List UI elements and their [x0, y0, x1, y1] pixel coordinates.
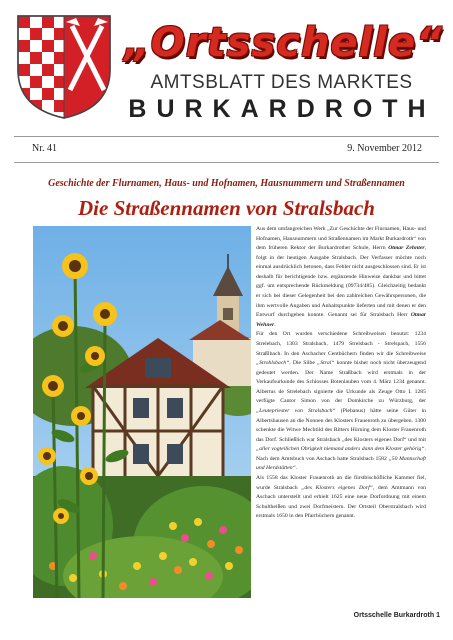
text-run: „Strohlsbach“ — [256, 360, 290, 367]
text-run: von dem früheren Rektor der Burkardrother Schule, Herrn — [256, 235, 426, 252]
article-paragraph — [256, 474, 426, 522]
text-run: , dem Amtmann von Aschach unterstellt und erhielt 1625 eine neue Dorfordnung mit einem Schultheißen und zwei Dorfmeistern. Der Ortsteil Oberstralsbach wird erstmals 1650 in den Pfarrbüchern genannt. — [256, 484, 427, 520]
text-run: . Nach dem Amtsbuch von Aschach hatte Stralsbach 1582 — [256, 446, 426, 462]
text-run: „50 Mannschaft und Herdstätten“ — [256, 455, 426, 472]
bottom-rule — [14, 162, 439, 163]
newsletter-title: „Ortsschelle“ — [124, 20, 443, 66]
text-run: Aus dem umfangreichen Werk — [256, 226, 328, 232]
informant-name: Otmar Wehner — [256, 312, 426, 328]
masthead — [0, 0, 453, 128]
article-body — [256, 225, 426, 600]
issue-line — [32, 142, 422, 156]
coat-of-arms-icon — [14, 12, 114, 122]
issue-number: Nr. 41 — [32, 143, 57, 154]
text-run: . — [274, 321, 276, 328]
page-footer: Ortsschelle Burkardroth 1 — [353, 612, 440, 619]
text-run: „aller vogteilichen Obrigkeit niemand anders dann dem Kloster gehörig“ — [256, 446, 425, 453]
text-run: „Stral“ — [317, 360, 335, 367]
text-run: „Zur Geschichte der Flurnamen, Haus- und Hofnamen, Hausnummern und Straßennamen im Markt Burkardroth“ — [256, 226, 426, 242]
text-run: konnte bisher noch nicht überzeugend gedeutet werden. Der Name Straßbach wird erstmals in der Verkaufsurkunde des Schlosses Botenlauben vom 4. März 1234 genannt. Albertus de Strelebach signierte die Urkunde als Zeuge Otto I. 1285 verfügte Cantor Simon von der Domkirche zu Würzburg, der — [256, 360, 426, 405]
text-run: „des Klosters eigenes Dorf“ — [301, 484, 373, 491]
article-paragraph — [256, 225, 426, 330]
text-run: . — [295, 465, 298, 472]
author-name: Otmar Zehnter — [388, 245, 425, 252]
top-rule — [14, 136, 439, 137]
text-run: „Leutepriester von Stralsbach“ — [256, 407, 336, 414]
text-run: . Die Silbe — [289, 360, 318, 367]
text-run: Für den Ort wurden verschiedene Schreibweisen benutzt: 1234 Strelebach, 1303 Stralsbach, 1479 Strelsbach - Strelspach, 1556 Straßlbach. In den Aschacher Centbüchern finden wir die Schreibweise — [256, 331, 426, 357]
text-run: , folgt in der heutigen Ausgabe Stralsbach. Der Verfasser möchte noch einmal ausdrücklich betonen, dass Fehler nicht ausgeschlossen sind. Er ist deshalb für berichtigende bzw. ergänzende Hinweise dankbar und bittet ggf. um entsprechende Rückmeldung (09734/485). Gleichzeitig bedankt er sich bei dieser Gelegenheit bei den zahlreichen Gewährspersonen, die ihm wertvolle Angaben und Anhaltspunkte lieferten und mit denen er den Entwurf durchgehen konnte. Genannt sei für Stralsbach Herr — [256, 245, 426, 319]
masthead-town: BURKARDROTH — [128, 95, 436, 123]
village-photo — [33, 226, 251, 598]
text-run: Als 1558 das Kloster Frauenroth an die fürstbischöfliche Kammer fiel, wurde Stralsbach — [256, 475, 426, 491]
article-headline: Die Straßennamen von Stralsbach — [78, 196, 375, 220]
issue-date: 9. November 2012 — [347, 143, 422, 154]
text-run: (Plebanus) hätte seine Güter in Albertshausen an die Nonnen des Klosters Frauenroth zu übergeben. 1300 schenkte die Witwe Mechtild des Ritters Hürning dem Kloster Frauenroth das Dorf. Schließlich war Stralsbach „des Klosters eigenes Dorf“ und mit — [256, 407, 427, 443]
article-paragraph — [256, 330, 426, 474]
masthead-subtitle: AMTSBLATT DES MARKTES — [150, 72, 413, 93]
series-title: Geschichte der Flurnamen, Haus- und Hofnamen, Hausnummern und Straßennamen — [48, 178, 405, 189]
